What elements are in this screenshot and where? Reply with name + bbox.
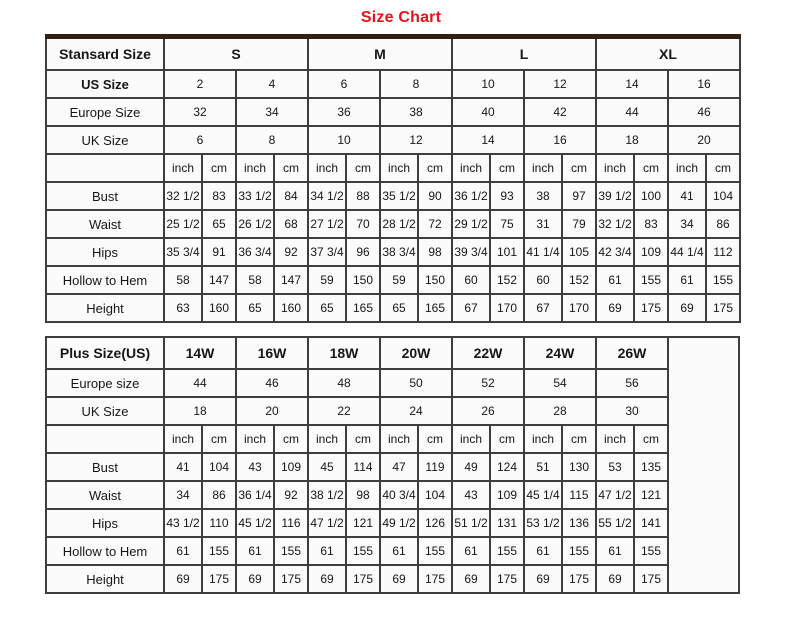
row-label-height: Height (46, 565, 164, 593)
unit-header-cm: cm (274, 154, 308, 182)
row-label-uk-size: UK Size (46, 397, 164, 425)
measure-value-cell: 26 1/2 (236, 210, 274, 238)
measure-value-cell: 32 1/2 (596, 210, 634, 238)
measure-value-cell: 61 (452, 537, 490, 565)
measure-value-cell: 155 (634, 537, 668, 565)
size-value-cell: 8 (380, 70, 452, 98)
size-value-cell: 8 (236, 126, 308, 154)
size-value-cell: 44 (164, 369, 236, 397)
measure-value-cell: 112 (706, 238, 740, 266)
measure-value-cell: 49 (452, 453, 490, 481)
unit-header-cm: cm (274, 425, 308, 453)
unit-header-cm: cm (562, 154, 596, 182)
measure-value-cell: 31 (524, 210, 562, 238)
measure-value-cell: 104 (418, 481, 452, 509)
measure-value-cell: 155 (346, 537, 380, 565)
measure-value-cell: 36 3/4 (236, 238, 274, 266)
measure-value-cell: 38 (524, 182, 562, 210)
measure-value-cell: 43 1/2 (164, 509, 202, 537)
measure-value-cell: 83 (634, 210, 668, 238)
empty-spacer-cell (668, 337, 739, 593)
measure-value-cell: 131 (490, 509, 524, 537)
measure-value-cell: 79 (562, 210, 596, 238)
table-corner-label: Stansard Size (46, 37, 164, 71)
measure-value-cell: 69 (596, 565, 634, 593)
size-value-cell: 30 (596, 397, 668, 425)
measure-value-cell: 61 (380, 537, 418, 565)
size-value-cell: 12 (380, 126, 452, 154)
size-group-header-20w: 20W (380, 337, 452, 369)
size-value-cell: 12 (524, 70, 596, 98)
measure-value-cell: 65 (236, 294, 274, 322)
unit-header-cm: cm (202, 425, 236, 453)
measure-value-cell: 121 (346, 509, 380, 537)
size-value-cell: 20 (668, 126, 740, 154)
measure-value-cell: 69 (380, 565, 418, 593)
measure-value-cell: 155 (562, 537, 596, 565)
row-label-height: Height (46, 294, 164, 322)
measure-value-cell: 96 (346, 238, 380, 266)
measure-value-cell: 44 1/4 (668, 238, 706, 266)
size-group-header-l: L (452, 37, 596, 71)
measure-value-cell: 43 (452, 481, 490, 509)
measure-value-cell: 35 3/4 (164, 238, 202, 266)
row-label-waist: Waist (46, 481, 164, 509)
measure-value-cell: 61 (236, 537, 274, 565)
size-group-header-16w: 16W (236, 337, 308, 369)
size-value-cell: 42 (524, 98, 596, 126)
measure-value-cell: 130 (562, 453, 596, 481)
measure-value-cell: 38 3/4 (380, 238, 418, 266)
measure-value-cell: 69 (308, 565, 346, 593)
measure-value-cell: 121 (634, 481, 668, 509)
plus-size-table (45, 336, 740, 594)
unit-header-inch: inch (524, 154, 562, 182)
unit-header-cm: cm (634, 425, 668, 453)
size-value-cell: 18 (596, 126, 668, 154)
measure-value-cell: 150 (418, 266, 452, 294)
measure-value-cell: 104 (202, 453, 236, 481)
size-value-cell: 38 (380, 98, 452, 126)
size-value-cell: 46 (236, 369, 308, 397)
size-group-header-26w: 26W (596, 337, 668, 369)
measure-value-cell: 135 (634, 453, 668, 481)
measure-value-cell: 165 (346, 294, 380, 322)
unit-header-inch: inch (236, 425, 274, 453)
measure-value-cell: 115 (562, 481, 596, 509)
measure-value-cell: 45 (308, 453, 346, 481)
unit-row-blank-label (46, 425, 164, 453)
measure-value-cell: 170 (490, 294, 524, 322)
measure-value-cell: 88 (346, 182, 380, 210)
measure-value-cell: 175 (562, 565, 596, 593)
size-group-header-24w: 24W (524, 337, 596, 369)
measure-value-cell: 136 (562, 509, 596, 537)
measure-row-waist (46, 481, 739, 509)
measure-value-cell: 165 (418, 294, 452, 322)
measure-value-cell: 109 (274, 453, 308, 481)
size-value-cell: 44 (596, 98, 668, 126)
measure-value-cell: 28 1/2 (380, 210, 418, 238)
unit-header-inch: inch (236, 154, 274, 182)
measure-value-cell: 39 3/4 (452, 238, 490, 266)
measure-value-cell: 34 (164, 481, 202, 509)
size-value-cell: 18 (164, 397, 236, 425)
size-value-cell: 54 (524, 369, 596, 397)
size-value-cell: 28 (524, 397, 596, 425)
size-value-cell: 32 (164, 98, 236, 126)
measure-value-cell: 90 (418, 182, 452, 210)
unit-header-cm: cm (202, 154, 236, 182)
row-label-europe-size: Europe Size (46, 98, 164, 126)
unit-header-inch: inch (524, 425, 562, 453)
measure-value-cell: 92 (274, 481, 308, 509)
row-label-europe-size: Europe size (46, 369, 164, 397)
measure-row-height (46, 565, 739, 593)
group-header-row (46, 37, 740, 71)
size-value-cell: 16 (524, 126, 596, 154)
measure-value-cell: 51 (524, 453, 562, 481)
measure-value-cell: 69 (452, 565, 490, 593)
row-label-bust: Bust (46, 182, 164, 210)
measure-value-cell: 98 (418, 238, 452, 266)
size-value-cell: 36 (308, 98, 380, 126)
table-corner-label: Plus Size(US) (46, 337, 164, 369)
size-value-cell: 10 (452, 70, 524, 98)
measure-value-cell: 61 (524, 537, 562, 565)
measure-row-bust (46, 453, 739, 481)
measure-value-cell: 45 1/4 (524, 481, 562, 509)
size-group-header-22w: 22W (452, 337, 524, 369)
size-value-cell: 10 (308, 126, 380, 154)
size-value-cell: 6 (308, 70, 380, 98)
measure-value-cell: 104 (706, 182, 740, 210)
measure-value-cell: 69 (668, 294, 706, 322)
measure-value-cell: 70 (346, 210, 380, 238)
measure-value-cell: 75 (490, 210, 524, 238)
measure-value-cell: 41 (668, 182, 706, 210)
measure-value-cell: 109 (634, 238, 668, 266)
measure-value-cell: 69 (596, 294, 634, 322)
measure-row-hollow-to-hem (46, 537, 739, 565)
unit-header-cm: cm (346, 425, 380, 453)
size-value-cell: 34 (236, 98, 308, 126)
measure-value-cell: 47 1/2 (308, 509, 346, 537)
unit-header-inch: inch (668, 154, 706, 182)
size-value-cell: 50 (380, 369, 452, 397)
measure-value-cell: 152 (562, 266, 596, 294)
measure-value-cell: 160 (274, 294, 308, 322)
measure-value-cell: 175 (346, 565, 380, 593)
measure-value-cell: 160 (202, 294, 236, 322)
measure-value-cell: 40 3/4 (380, 481, 418, 509)
measure-value-cell: 101 (490, 238, 524, 266)
measure-value-cell: 33 1/2 (236, 182, 274, 210)
row-label-bust: Bust (46, 453, 164, 481)
group-header-row (46, 337, 739, 369)
measure-value-cell: 72 (418, 210, 452, 238)
measure-value-cell: 175 (706, 294, 740, 322)
measure-value-cell: 65 (380, 294, 418, 322)
measure-value-cell: 114 (346, 453, 380, 481)
measure-row-waist (46, 210, 740, 238)
measure-value-cell: 59 (308, 266, 346, 294)
measure-value-cell: 175 (634, 565, 668, 593)
measure-row-bust (46, 182, 740, 210)
unit-header-inch: inch (308, 154, 346, 182)
row-label-waist: Waist (46, 210, 164, 238)
size-value-cell: 20 (236, 397, 308, 425)
row-label-hollow-to-hem: Hollow to Hem (46, 537, 164, 565)
measure-value-cell: 65 (308, 294, 346, 322)
size-value-cell: 24 (380, 397, 452, 425)
measure-value-cell: 119 (418, 453, 452, 481)
measure-value-cell: 175 (274, 565, 308, 593)
measure-value-cell: 45 1/2 (236, 509, 274, 537)
measure-value-cell: 35 1/2 (380, 182, 418, 210)
measure-row-hips (46, 509, 739, 537)
measure-value-cell: 67 (452, 294, 490, 322)
measure-value-cell: 53 (596, 453, 634, 481)
row-label-uk-size: UK Size (46, 126, 164, 154)
measure-value-cell: 61 (308, 537, 346, 565)
measure-value-cell: 91 (202, 238, 236, 266)
size-value-cell: 52 (452, 369, 524, 397)
measure-value-cell: 147 (274, 266, 308, 294)
measure-value-cell: 175 (634, 294, 668, 322)
unit-header-inch: inch (380, 425, 418, 453)
size-value-cell: 22 (308, 397, 380, 425)
size-row-europe-size (46, 98, 740, 126)
measure-value-cell: 65 (202, 210, 236, 238)
measure-value-cell: 147 (202, 266, 236, 294)
measure-value-cell: 98 (346, 481, 380, 509)
measure-value-cell: 58 (164, 266, 202, 294)
size-row-uk-size (46, 397, 739, 425)
size-group-header-14w: 14W (164, 337, 236, 369)
measure-value-cell: 69 (164, 565, 202, 593)
measure-value-cell: 51 1/2 (452, 509, 490, 537)
unit-header-cm: cm (562, 425, 596, 453)
unit-header-cm: cm (418, 425, 452, 453)
measure-value-cell: 67 (524, 294, 562, 322)
measure-value-cell: 63 (164, 294, 202, 322)
unit-header-cm: cm (706, 154, 740, 182)
measure-value-cell: 59 (380, 266, 418, 294)
measure-value-cell: 61 (668, 266, 706, 294)
measure-value-cell: 155 (634, 266, 668, 294)
size-group-header-m: M (308, 37, 452, 71)
size-value-cell: 16 (668, 70, 740, 98)
tables-container (45, 34, 802, 594)
unit-header-cm: cm (418, 154, 452, 182)
size-row-europe-size (46, 369, 739, 397)
measure-value-cell: 36 1/4 (236, 481, 274, 509)
size-value-cell: 46 (668, 98, 740, 126)
measure-value-cell: 124 (490, 453, 524, 481)
size-value-cell: 56 (596, 369, 668, 397)
measure-value-cell: 175 (490, 565, 524, 593)
measure-value-cell: 170 (562, 294, 596, 322)
measure-value-cell: 32 1/2 (164, 182, 202, 210)
measure-value-cell: 116 (274, 509, 308, 537)
unit-row-blank-label (46, 154, 164, 182)
measure-value-cell: 126 (418, 509, 452, 537)
measure-row-hollow-to-hem (46, 266, 740, 294)
measure-value-cell: 47 1/2 (596, 481, 634, 509)
unit-header-inch: inch (164, 154, 202, 182)
size-group-header-xl: XL (596, 37, 740, 71)
measure-value-cell: 34 (668, 210, 706, 238)
measure-row-hips (46, 238, 740, 266)
measure-value-cell: 86 (202, 481, 236, 509)
measure-value-cell: 61 (596, 537, 634, 565)
unit-header-cm: cm (634, 154, 668, 182)
measure-value-cell: 55 1/2 (596, 509, 634, 537)
measure-row-height (46, 294, 740, 322)
measure-value-cell: 155 (274, 537, 308, 565)
measure-value-cell: 93 (490, 182, 524, 210)
measure-value-cell: 141 (634, 509, 668, 537)
row-label-hollow-to-hem: Hollow to Hem (46, 266, 164, 294)
size-value-cell: 14 (596, 70, 668, 98)
measure-value-cell: 155 (706, 266, 740, 294)
measure-value-cell: 27 1/2 (308, 210, 346, 238)
measure-value-cell: 60 (524, 266, 562, 294)
unit-header-row (46, 425, 739, 453)
measure-value-cell: 41 (164, 453, 202, 481)
measure-value-cell: 61 (596, 266, 634, 294)
measure-value-cell: 175 (418, 565, 452, 593)
size-value-cell: 2 (164, 70, 236, 98)
row-label-us-size: US Size (46, 70, 164, 98)
measure-value-cell: 175 (202, 565, 236, 593)
row-label-hips: Hips (46, 509, 164, 537)
measure-value-cell: 150 (346, 266, 380, 294)
measure-value-cell: 58 (236, 266, 274, 294)
standard-size-table (45, 34, 741, 323)
measure-value-cell: 83 (202, 182, 236, 210)
measure-value-cell: 49 1/2 (380, 509, 418, 537)
size-row-uk-size (46, 126, 740, 154)
measure-value-cell: 38 1/2 (308, 481, 346, 509)
measure-value-cell: 41 1/4 (524, 238, 562, 266)
size-value-cell: 48 (308, 369, 380, 397)
measure-value-cell: 61 (164, 537, 202, 565)
measure-value-cell: 92 (274, 238, 308, 266)
measure-value-cell: 110 (202, 509, 236, 537)
measure-value-cell: 105 (562, 238, 596, 266)
measure-value-cell: 152 (490, 266, 524, 294)
size-value-cell: 40 (452, 98, 524, 126)
measure-value-cell: 84 (274, 182, 308, 210)
unit-header-cm: cm (346, 154, 380, 182)
size-group-header-18w: 18W (308, 337, 380, 369)
measure-value-cell: 109 (490, 481, 524, 509)
measure-value-cell: 100 (634, 182, 668, 210)
measure-value-cell: 43 (236, 453, 274, 481)
size-value-cell: 14 (452, 126, 524, 154)
measure-value-cell: 155 (490, 537, 524, 565)
unit-header-inch: inch (308, 425, 346, 453)
page-title: Size Chart (360, 9, 442, 26)
unit-header-row (46, 154, 740, 182)
measure-value-cell: 34 1/2 (308, 182, 346, 210)
measure-value-cell: 69 (524, 565, 562, 593)
measure-value-cell: 155 (418, 537, 452, 565)
measure-value-cell: 42 3/4 (596, 238, 634, 266)
unit-header-inch: inch (452, 154, 490, 182)
measure-value-cell: 68 (274, 210, 308, 238)
unit-header-cm: cm (490, 154, 524, 182)
size-group-header-s: S (164, 37, 308, 71)
measure-value-cell: 60 (452, 266, 490, 294)
measure-value-cell: 47 (380, 453, 418, 481)
measure-value-cell: 36 1/2 (452, 182, 490, 210)
size-chart-page (0, 9, 802, 594)
unit-header-inch: inch (164, 425, 202, 453)
size-value-cell: 26 (452, 397, 524, 425)
size-row-us-size (46, 70, 740, 98)
unit-header-inch: inch (596, 154, 634, 182)
measure-value-cell: 69 (236, 565, 274, 593)
measure-value-cell: 25 1/2 (164, 210, 202, 238)
unit-header-inch: inch (596, 425, 634, 453)
measure-value-cell: 37 3/4 (308, 238, 346, 266)
unit-header-inch: inch (452, 425, 490, 453)
unit-header-cm: cm (490, 425, 524, 453)
measure-value-cell: 86 (706, 210, 740, 238)
measure-value-cell: 39 1/2 (596, 182, 634, 210)
measure-value-cell: 29 1/2 (452, 210, 490, 238)
measure-value-cell: 97 (562, 182, 596, 210)
row-label-hips: Hips (46, 238, 164, 266)
size-value-cell: 4 (236, 70, 308, 98)
unit-header-inch: inch (380, 154, 418, 182)
size-value-cell: 6 (164, 126, 236, 154)
measure-value-cell: 53 1/2 (524, 509, 562, 537)
measure-value-cell: 155 (202, 537, 236, 565)
